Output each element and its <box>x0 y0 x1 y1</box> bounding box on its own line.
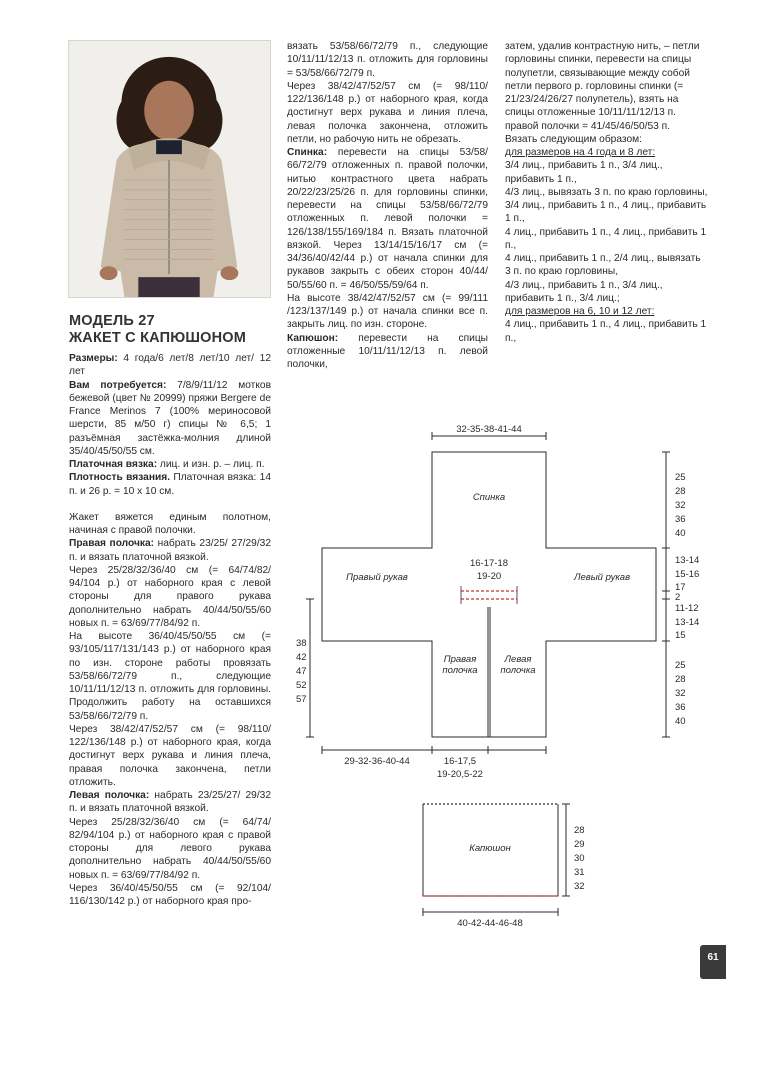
col3-row-5: 4 лиц., прибавить 1 п., 2/4 лиц., вывязать 3 п. по краю горловины, <box>505 253 701 278</box>
back-paragraph <box>287 146 488 292</box>
right-front-label-line-1: Правая <box>443 654 477 665</box>
stitch-label: Платочная вязка: <box>69 459 158 470</box>
sizes-label: Размеры: <box>69 353 118 364</box>
right-upper-2: 32 <box>675 500 686 511</box>
col3-row-6: 4/3 лиц., прибавить 1 п., 3/4 лиц., прибавить 1 п., 3/4 лиц.; <box>505 279 663 304</box>
right-lower-0: 25 <box>675 660 686 671</box>
density-text: Платочная вязка: 14 п. и 26 р. = 10 х 10 см. <box>69 472 271 497</box>
top-width-label: 32-35-38-41-44 <box>456 424 522 435</box>
left-height-2: 47 <box>296 666 307 677</box>
right-two: 2 <box>675 592 681 603</box>
right-front-paragraph-3: На высоте 36/40/45/50/55 см (= 93/105/117/131/143 р.) от наборного края по изн. стороне работы провязать 53/58/66/72/79 п., следующие 10/11/11/12/13 п. отложить для горловины. Продолжить работу на оставшихся 53/58/66/72/79 п. <box>69 631 271 722</box>
left-front-paragraph-3: Через 36/40/45/50/55 см (= 92/104/ 116/130/142 р.) от наборного края про- <box>69 882 271 907</box>
right-mid-0: 13-14 <box>675 555 700 566</box>
left-height-3: 52 <box>296 680 307 691</box>
instructions-column-1 <box>69 352 271 908</box>
right-front-label: Правая полочка: <box>69 538 155 550</box>
hood-height-2: 30 <box>574 853 585 864</box>
hood-piece-label: Капюшон <box>469 843 511 854</box>
left-front-label: Левая полочка: <box>69 790 150 801</box>
right-front-text: набрать 23/25/ 27/29/32 п. и вязать платочной вязкой. <box>69 538 271 563</box>
hood-height-1: 29 <box>574 839 585 850</box>
materials-paragraph <box>69 379 271 459</box>
right-lower-4: 40 <box>675 716 686 727</box>
col3-row-1: 3/4 лиц., прибавить 1 п., 3/4 лиц., прибавить 1 п., <box>505 160 663 185</box>
neck-top-label: 16-17-18 <box>469 558 509 569</box>
title-line-1: МОДЕЛЬ 27 <box>69 313 155 329</box>
hood-text: перевести на спицы отложенные 10/11/11/12/13 п. левой полочки, <box>287 332 488 370</box>
left-height-4: 57 <box>296 694 307 705</box>
stitch-text: лиц. и изн. р. – лиц. п. <box>157 459 265 470</box>
right-upper-4: 40 <box>675 528 686 539</box>
density-paragraph <box>69 471 271 498</box>
left-front-text: набрать 23/25/27/ 29/32 п. и вязать платочной вязкой. <box>69 790 271 815</box>
back-text: перевести на спицы 53/58/ 66/72/79 отложенных п. правой полочки, нитью контрастного цвета набрать 20/22/23/25/26 п. для горловины спинки, перевести на спицы 53/58/66/72/79 отложенных п. левой полочки = 126/138/155/169/184 п. Вязать платочной вязкой. Через 13/14/15/16/17 см (= 34/36/40/42/44 р.) от начала спинки для рукавов закрыть с обеих сторон 40/44/ 50/55/60 п. = 46/50/55/59/64 п. <box>287 147 488 291</box>
bottom-mid-width-1: 16-17,5 <box>443 756 477 767</box>
right-lower-3: 36 <box>675 702 686 713</box>
hood-paragraph <box>287 332 488 372</box>
sizes-text: 4 года/6 лет/8 лет/10 лет/ 12 лет <box>69 353 271 378</box>
right-upper-0: 25 <box>675 472 686 483</box>
left-front-label-line-1: Левая <box>504 654 532 665</box>
left-height-0: 38 <box>296 638 307 649</box>
title-line-2: ЖАКЕТ С КАПЮШОНОМ <box>69 330 247 346</box>
right-mid2-0: 11-12 <box>675 603 699 614</box>
right-front-paragraph <box>69 537 271 564</box>
right-upper-1: 28 <box>675 486 686 497</box>
col3-sizes-heading-2: для размеров на 6, 10 и 12 лет: <box>505 306 655 317</box>
bottom-mid-width-2: 19-20,5-22 <box>437 769 483 780</box>
col3-row-7: 4 лиц., прибавить 1 п., 4 лиц., прибавить 1 п., <box>505 319 707 344</box>
right-lower-1: 28 <box>675 674 686 685</box>
intro-paragraph: Жакет вяжется единым полотном, начиная с правой полочки. <box>69 511 271 536</box>
instructions-column-3 <box>505 40 708 345</box>
col3-row-4: 4 лиц., прибавить 1 п., 4 лиц., прибавить 1 п., <box>505 226 707 251</box>
sizes-paragraph <box>69 352 271 379</box>
left-height-1: 42 <box>296 652 307 663</box>
instructions-column-2 <box>287 40 488 371</box>
right-mid2-2: 15 <box>675 630 686 641</box>
left-front-paragraph-2: Через 25/28/32/36/40 см (= 64/74/ 82/94/104 р.) от наборного края с правой стороны для левого рукава дополнительно набрать 40/44/50/55/60 новых п. = 63/69/77/84/92 п. <box>69 816 271 881</box>
neck-bottom-label: 19-20 <box>476 571 502 582</box>
right-mid-2: 17 <box>675 582 686 593</box>
right-mid-1: 15-16 <box>675 569 700 580</box>
pattern-schematic <box>280 410 720 940</box>
back-piece-label: Спинка <box>472 492 506 503</box>
materials-text: 7/8/9/11/12 мотков бежевой (цвет № 20999) пряжи Bergere de France Merinos 7 (100% мериносовой шерсти, 85 м/50 г) спицы № 6,5; 1 разъёмная застёжка-молния длиной 35/40/45/50/55 см. <box>69 379 271 457</box>
materials-label: Вам потребуется: <box>69 379 167 391</box>
stitch-paragraph <box>69 458 271 471</box>
bottom-left-width: 29-32-36-40-44 <box>344 756 410 767</box>
right-front-paragraph-2: Через 25/28/32/36/40 см (= 64/74/82/ 94/104 р.) от наборного края с левой стороны для правого рукава дополнительно набрать 40/44/50/55/60 новых п. = 63/69/77/84/92 п. <box>69 564 271 629</box>
col3-sizes-heading-1: для размеров на 4 года и 8 лет: <box>505 147 656 158</box>
right-mid2-1: 13-14 <box>675 617 700 628</box>
back-label: Спинка: <box>287 147 328 158</box>
page-number-text: 61 <box>707 952 719 963</box>
hood-label: Капюшон: <box>287 332 339 344</box>
hood-height-4: 32 <box>574 881 585 892</box>
hood-width-label: 40-42-44-46-48 <box>457 918 523 929</box>
col3-row-2: 4/3 лиц., вывязать 3 п. по краю горловины, <box>505 186 708 198</box>
right-upper-3: 36 <box>675 514 686 525</box>
col3-paragraph-2: Вязать следующим образом: <box>505 133 642 145</box>
left-front-label-line-2: полочка <box>500 665 536 676</box>
model-photo <box>68 40 271 298</box>
hood-height-3: 31 <box>574 867 585 878</box>
page-number <box>700 945 726 979</box>
density-label: Плотность вязания. <box>69 472 171 484</box>
col2-paragraph-1: вязать 53/58/66/72/79 п., следующие 10/11/11/12/13 п. отложить для горловины = 53/58/66/72/79 п. <box>287 41 488 79</box>
left-front-paragraph <box>69 789 271 816</box>
right-front-paragraph-4: Через 38/42/47/52/57 см (= 98/110/ 122/136/148 р.) от наборного края, когда достигнут верх рукава и линия плеча, правая полочка закончена, петли отложить. <box>69 723 271 788</box>
right-front-label-line-2: полочка <box>442 665 478 676</box>
right-sleeve-label: Правый рукав <box>346 572 408 583</box>
col3-paragraph-1: затем, удалив контрастную нить, – петли горловины спинки, перевести на спицы полупетли, связывающие между собой петли первого р. горловины спинки (= 21/23/24/26/27 полупетель), взять на спицы отложенные 10/11/11/12/13 п. правой полочки = 41/45/46/50/53 п. <box>505 41 700 132</box>
col3-row-3: 3/4 лиц., прибавить 1 п., 4 лиц., прибавить 1 п., <box>505 200 707 225</box>
left-sleeve-label: Левый рукав <box>573 572 631 583</box>
right-lower-2: 32 <box>675 688 686 699</box>
col2-paragraph-2: Через 38/42/47/52/57 см (= 98/110/ 122/136/148 р.) от наборного края, когда достигнут верх рукава и линия плеча, левая полочка закончена, отложить петли, но рабочую нить не обрезать. <box>287 80 488 145</box>
back-paragraph-2: На высоте 38/42/47/52/57 см (= 99/111 /123/137/149 р.) от начала спинки все п. закрыть лиц. по изн. стороне. <box>287 292 488 331</box>
model-title <box>69 313 279 347</box>
hood-height-0: 28 <box>574 825 585 836</box>
